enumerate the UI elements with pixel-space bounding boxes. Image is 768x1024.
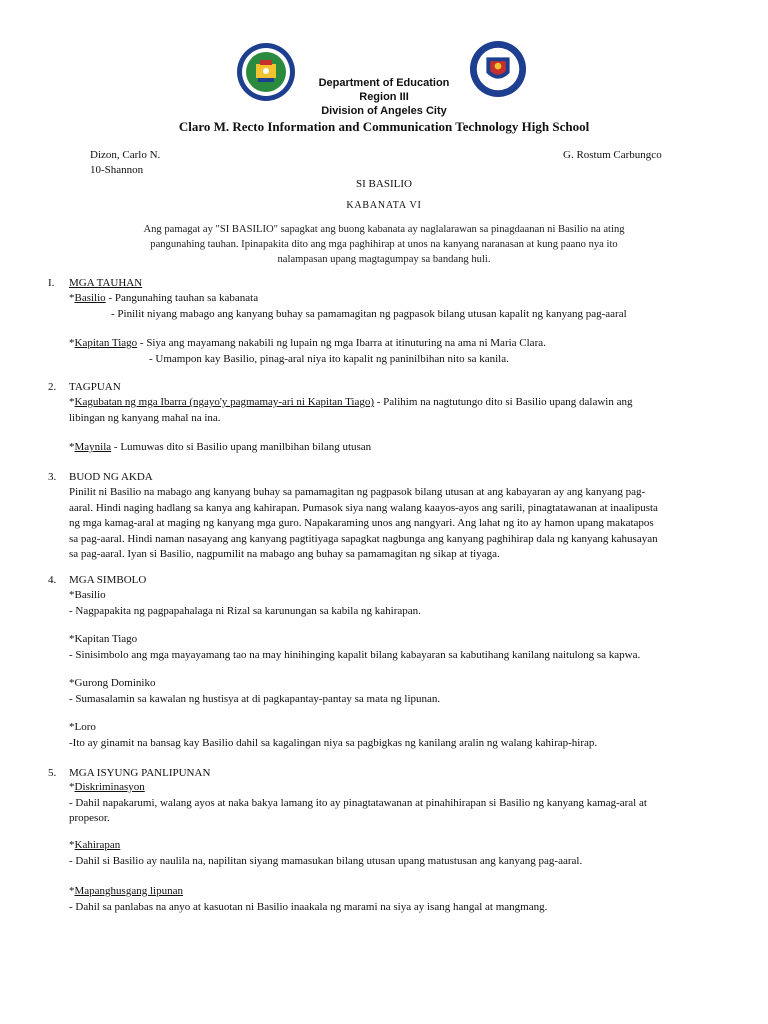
region-name: Region III <box>359 91 409 103</box>
isyu-kahirapan: *Kahirapan - Dahil si Basilio ay naulila na, napilitan siyang mamasukan bilang utusan upang matustusan ang kanyang pag-aaral. <box>69 838 729 869</box>
simbolo-loro <box>69 720 729 751</box>
simbolo-basilio <box>69 588 729 619</box>
place-name: Maynila <box>74 441 112 453</box>
character-desc: - Pinilit niyang mabago ang kanyang buhay sa pamamagitan ng pagpasok bilang utusan kapalit ng kanyang pag-aaral <box>111 307 627 320</box>
tauhan-tiago: *Kapitan Tiago - Siya ang mayamang nakabili ng lupain ng mga Ibarra at itinuturing na ama ni Maria Clara. - Umampon kay Basilio, pinag-aral niya ito kapalit ng paninilbihan nito sa kanila. <box>69 336 729 367</box>
section-number: 4. <box>48 574 57 586</box>
section-number: 5. <box>48 767 57 779</box>
character-desc: - Umampon kay Basilio, pinag-aral niya ito kapalit ng paninilbihan nito sa kanila. <box>149 352 509 365</box>
symbol-name: *Kapitan Tiago <box>69 633 138 645</box>
tagpuan-kagubatan: *Kagubatan ng mga Ibarra (ngayo'y pagmamay-ari ni Kapitan Tiago) - Palihim na nagtutungo dito si Basilio upang dalawin ang libingan ng kanyang mahal na ina. <box>69 395 729 426</box>
isyu-mapanghusga: *Mapanghusgang lipunan - Dahil sa panlabas na anyo at kasuotan ni Basilio inaakala ng marami na siya ay isang hangal at mangmang. <box>69 884 729 915</box>
student-section: 10-Shannon <box>90 164 144 176</box>
school-name: Claro M. Recto Information and Communication Technology High School <box>178 119 590 134</box>
simbolo-tiago <box>69 632 729 663</box>
buod-line: Pinilit ni Basilio na mabago ang kanyang buhay sa pamamagitan ng pagpasok bilang utusan at ang kabayaran ay ang kanyang pag- <box>69 486 646 498</box>
intro-line: nalampasan upang magtagumpay sa bandang huli. <box>277 254 491 265</box>
dept-name: Department of Education <box>318 77 450 89</box>
section-number: I. <box>48 277 55 289</box>
place-desc: - Palihim na nagtutungo dito si Basilio upang dalawin ang <box>374 396 633 408</box>
buod-paragraph <box>69 485 729 563</box>
symbol-desc: -Ito ay ginamit na bansag kay Basilio dahil sa kagalingan niya sa pagbigkas ng kanilang aralin ng walang kahirap-hirap. <box>69 736 598 749</box>
issue-desc: propesor. <box>69 812 110 824</box>
issue-name: Diskriminasyon <box>74 781 145 793</box>
tagpuan-maynila: *Maynila - Lumuwas dito si Basilio upang manilbihan bilang utusan <box>69 441 372 453</box>
place-desc: - Lumuwas dito si Basilio upang manilbihan bilang utusan <box>111 441 372 453</box>
issue-desc: - Dahil napakarumi, walang ayos at naka bakya lamang ito ay pinagtatawanan at pinahihirapan si Basilio ng kanyang kamag-aral at <box>69 796 647 809</box>
tauhan-basilio: *Basilio - Pangunahing tauhan sa kabanata - Pinilit niyang mabago ang kanyang buhay sa pamamagitan ng pagpasok bilang utusan kapalit ng kanyang pag-aaral <box>69 291 729 322</box>
section-title: TAGPUAN <box>69 381 121 393</box>
buod-line: ng mga kamag-aral at maging ng kanyang mga guro. Napakaraming unos ang nangyari. Ang lahat ng ito ay hamon upang makatapos <box>69 517 654 529</box>
section-number: 3. <box>48 471 57 483</box>
section-number: 2. <box>48 381 57 393</box>
teacher-name: G. Rostum Carbungco <box>563 149 662 161</box>
division-name: Division of Angeles City <box>321 105 447 117</box>
simbolo-dominiko <box>69 676 729 707</box>
symbol-desc: - Nagpapakita ng pagpapahalaga ni Rizal sa karunungan sa kabila ng kahirapan. <box>69 604 421 617</box>
symbol-name: *Loro <box>69 721 96 733</box>
issue-desc: - Dahil si Basilio ay naulila na, napilitan siyang mamasukan bilang utusan upang matustusan ang kanyang pag-aaral. <box>69 854 583 867</box>
place-name: Kagubatan ng mga Ibarra (ngayo'y pagmamay-ari ni Kapitan Tiago) <box>74 396 375 408</box>
buod-line: sa pag-aaral. Hindi naman nasayang ang kanyang pagtitiyaga sapagkat nagbunga ang kanyang paghihirap dala ng kanyang kahusayan <box>69 532 658 545</box>
place-desc: libingan ng kanyang mahal na ina. <box>69 411 221 424</box>
buod-line: aaral. Hindi naging hadlang sa kanya ang kahirapan. Pumasok siya nang walang kaayos-ayos ang sarili, pinagtatawanan at inaalipusta <box>69 501 658 514</box>
section-title: MGA ISYUNG PANLIPUNAN <box>69 767 211 779</box>
character-desc: - Pangunahing tauhan sa kabanata <box>105 292 259 304</box>
chapter-label: KABANATA VI <box>346 200 422 211</box>
isyu-diskriminasyon: *Diskriminasyon - Dahil napakarumi, walang ayos at naka bakya lamang ito ay pinagtatawanan at pinahihirapan si Basilio ng kanyang kamag-aral at propesor. <box>69 780 729 827</box>
intro-paragraph <box>90 222 678 267</box>
issue-name: Mapanghusgang lipunan <box>74 885 183 897</box>
section-title: MGA TAUHAN <box>69 277 143 289</box>
symbol-desc: - Sumasalamin sa kawalan ng hustisya at di pagkapantay-pantay sa mata ng lipunan. <box>69 692 441 705</box>
section-title: BUOD NG AKDA <box>69 471 153 483</box>
issue-desc: - Dahil sa panlabas na anyo at kasuotan ni Basilio inaakala ng marami na siya ay isang hangal at mangmang. <box>69 900 548 913</box>
character-name: Kapitan Tiago <box>74 337 138 349</box>
symbol-name: *Gurong Dominiko <box>69 677 156 689</box>
issue-name: Kahirapan <box>74 839 121 851</box>
intro-line: Ang pamagat ay "SI BASILIO" sapagkat ang buong kabanata ay naglalarawan sa pinagdaanan ni Basilio na ating <box>143 224 625 235</box>
student-name: Dizon, Carlo N. <box>90 149 161 161</box>
symbol-name: *Basilio <box>69 589 106 601</box>
intro-line: pangunahing tauhan. Ipinapakita dito ang mga paghihirap at unos na kanyang naranasan at kung paano nya ito <box>150 239 618 250</box>
buod-line: sa pag-aaral. Iyan si Basilio, nagpumilit na mabago ang buhay sa pamamagitan ng sikap at tiyaga. <box>69 548 500 560</box>
character-desc: - Siya ang mayamang nakabili ng lupain ng mga Ibarra at itinuturing na ama ni Maria Clara. <box>137 337 546 349</box>
section-title: MGA SIMBOLO <box>69 574 147 586</box>
symbol-desc: - Sinisimbolo ang mga mayayamang tao na may hinihinging kapalit bilang kabayaran sa kabutihang kanilang naitulong sa kapwa. <box>69 648 641 661</box>
page-title: SI BASILIO <box>356 178 412 190</box>
character-name: Basilio <box>74 292 106 304</box>
